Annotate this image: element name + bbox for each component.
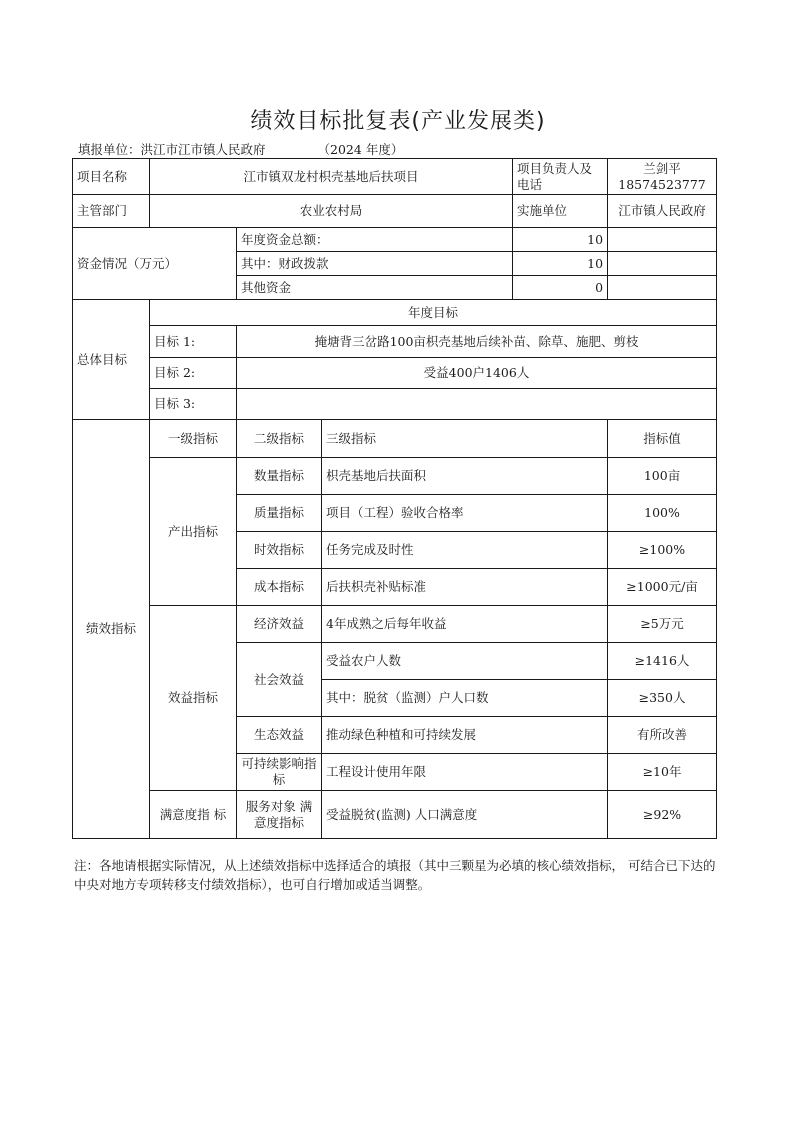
header-level3: 三级指标	[322, 420, 608, 458]
overall-goal-label: 总体目标	[73, 300, 150, 420]
indicator-value: ≥1000元/亩	[608, 569, 717, 606]
footnote: 注：各地请根据实际情况，从上述绩效指标中选择适合的填报（其中三颗星为必填的核心绩效指标， 可结合已下达的中央对地方专项转移支付绩效指标），也可自行增加或适当调整。	[74, 858, 716, 892]
indicator-value: 有所改善	[608, 717, 717, 754]
goal-3-text	[237, 389, 717, 420]
funds-fiscal-label: 其中：财政拨款	[237, 252, 513, 276]
indicator-level2: 时效指标	[237, 532, 322, 569]
row-funds-total	[73, 228, 717, 252]
dept-label: 主管部门	[73, 195, 150, 228]
indicator-value: ≥92%	[608, 791, 717, 839]
performance-label: 绩效指标	[73, 420, 150, 839]
indicator-level3: 其中：脱贫（监测）户人口数	[322, 680, 608, 717]
row-annual-goal-header	[73, 300, 717, 326]
indicator-level2: 数量指标	[237, 458, 322, 495]
indicator-level3: 工程设计使用年限	[322, 754, 608, 791]
report-year: （2024 年度）	[317, 142, 404, 157]
goal-1-text: 掩塘背三岔路100亩枳壳基地后续补苗、除草、施肥、剪枝	[237, 326, 717, 358]
funds-total-label: 年度资金总额：	[237, 228, 513, 252]
goal-1-label: 目标 1:	[150, 326, 237, 358]
indicator-level3: 枳壳基地后扶面积	[322, 458, 608, 495]
benefit-indicator-label: 效益指标	[150, 606, 237, 791]
row-indicator-economic	[73, 606, 717, 643]
project-leader-label: 项目负责人及电话	[513, 159, 608, 195]
indicator-level2: 可持续影响指标	[237, 754, 322, 791]
fill-unit-value: 洪江市江市镇人民政府	[140, 142, 266, 157]
indicator-level3: 推动绿色种植和可持续发展	[322, 717, 608, 754]
output-indicator-label: 产出指标	[150, 458, 237, 606]
indicator-value: ≥10年	[608, 754, 717, 791]
indicator-level2: 成本指标	[237, 569, 322, 606]
row-indicator-quantity	[73, 458, 717, 495]
goal-3-label: 目标 3:	[150, 389, 237, 420]
funds-fiscal-blank	[608, 252, 717, 276]
page-title: 绩效目标批复表(产业发展类)	[250, 109, 546, 134]
funds-total-value: 10	[513, 228, 608, 252]
funds-label: 资金情况（万元）	[73, 228, 237, 300]
project-name-label: 项目名称	[73, 159, 150, 195]
annual-goal-header: 年度目标	[150, 300, 717, 326]
indicator-value: ≥350人	[608, 680, 717, 717]
row-indicator-satisfaction	[73, 791, 717, 839]
funds-other-value: 0	[513, 276, 608, 300]
funds-total-blank	[608, 228, 717, 252]
header-level2: 二级指标	[237, 420, 322, 458]
funds-other-label: 其他资金	[237, 276, 513, 300]
indicator-level3: 后扶枳壳补贴标准	[322, 569, 608, 606]
project-leader-name: 兰剑平	[643, 160, 681, 176]
impl-unit-value: 江市镇人民政府	[608, 195, 717, 228]
row-goal-2	[73, 358, 717, 389]
indicator-level2: 经济效益	[237, 606, 322, 643]
indicator-level3: 4年成熟之后每年收益	[322, 606, 608, 643]
fill-unit-line	[78, 140, 403, 158]
indicator-level3: 受益脱贫(监测) 人口满意度	[322, 791, 608, 839]
impl-unit-label: 实施单位	[513, 195, 608, 228]
indicator-value: ≥100%	[608, 532, 717, 569]
project-leader-value	[608, 159, 717, 195]
fill-unit-label: 填报单位：	[78, 142, 141, 157]
indicator-level3: 项目（工程）验收合格率	[322, 495, 608, 532]
indicator-value: ≥5万元	[608, 606, 717, 643]
indicator-value: 100亩	[608, 458, 717, 495]
indicator-value: 100%	[608, 495, 717, 532]
performance-goal-table	[72, 158, 717, 839]
indicator-value: ≥1416人	[608, 643, 717, 680]
indicator-level2: 生态效益	[237, 717, 322, 754]
indicator-level3: 任务完成及时性	[322, 532, 608, 569]
funds-fiscal-value: 10	[513, 252, 608, 276]
goal-2-text: 受益400户1406人	[237, 358, 717, 389]
satisfaction-indicator-label: 满意度指 标	[150, 791, 237, 839]
row-department	[73, 195, 717, 228]
indicator-level2: 质量指标	[237, 495, 322, 532]
funds-other-blank	[608, 276, 717, 300]
row-goal-3	[73, 389, 717, 420]
goal-2-label: 目标 2:	[150, 358, 237, 389]
project-name-value: 江市镇双龙村枳壳基地后扶项目	[150, 159, 513, 195]
project-leader-phone: 18574523777	[618, 176, 706, 192]
row-goal-1	[73, 326, 717, 358]
header-value: 指标值	[608, 420, 717, 458]
row-indicator-header	[73, 420, 717, 458]
indicator-level2: 社会效益	[237, 643, 322, 717]
dept-value: 农业农村局	[150, 195, 513, 228]
indicator-level3: 受益农户人数	[322, 643, 608, 680]
header-level1: 一级指标	[150, 420, 237, 458]
row-project-name	[73, 159, 717, 195]
indicator-level2: 服务对象 满意度指标	[237, 791, 322, 839]
